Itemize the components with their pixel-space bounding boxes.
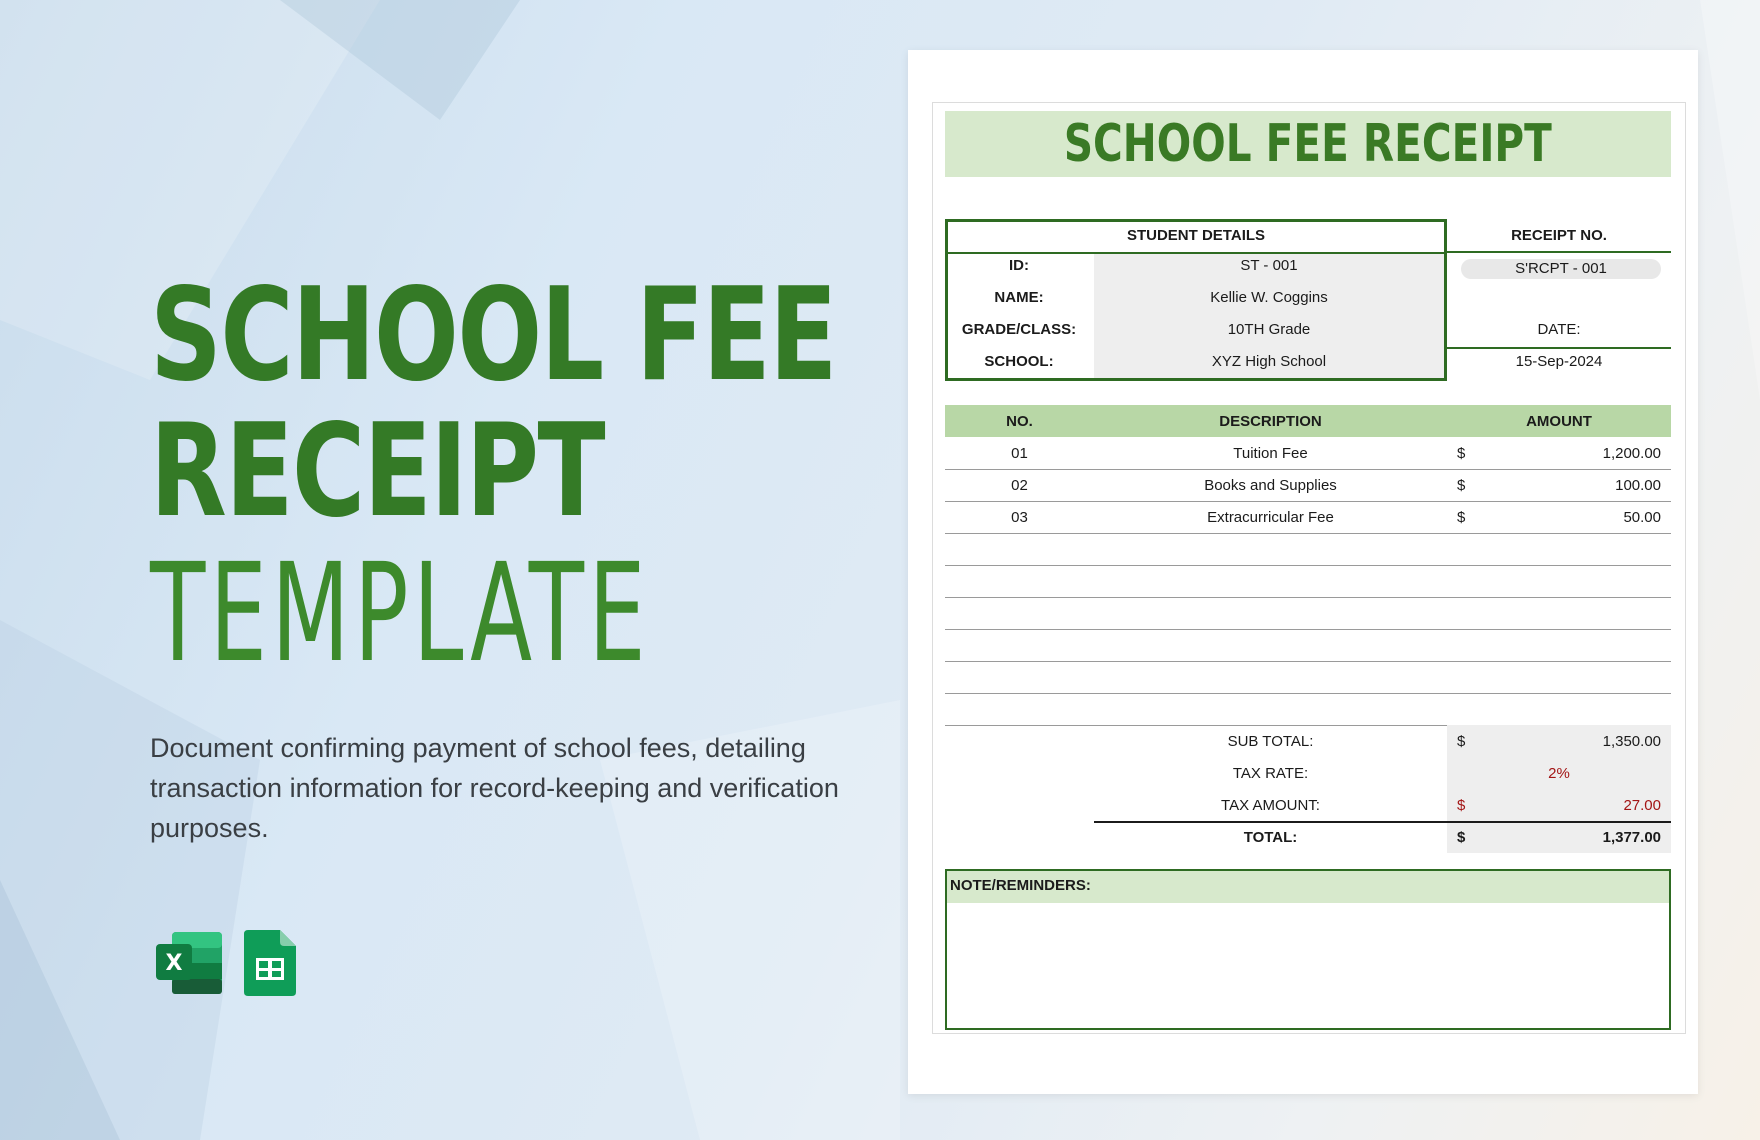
field-label-grade: GRADE/CLASS:: [961, 321, 1077, 338]
field-label-school: SCHOOL:: [984, 353, 1054, 370]
item-no: 01: [1011, 445, 1028, 462]
excel-icon: [154, 930, 224, 996]
student-details-heading: STUDENT DETAILS: [1126, 227, 1266, 244]
item-description: Books and Supplies: [1204, 477, 1337, 494]
col-amount: AMOUNT: [1526, 413, 1592, 430]
notes-label: NOTE/REMINDERS:: [950, 877, 1091, 894]
subtotal-label: SUB TOTAL:: [1227, 733, 1314, 750]
field-label-id: ID:: [1009, 257, 1029, 274]
subtotal-value: 1,350.00: [1602, 733, 1661, 750]
date-underline: [1447, 347, 1671, 349]
total-currency: $: [1457, 829, 1466, 846]
total-label: TOTAL:: [1243, 829, 1298, 846]
item-currency: $: [1457, 477, 1466, 494]
svg-text:X: X: [165, 951, 183, 976]
tax-amount-label: TAX AMOUNT:: [1221, 797, 1320, 814]
tax-amount-value: 27.00: [1623, 797, 1661, 814]
item-currency: $: [1457, 445, 1466, 462]
field-value-id: ST - 001: [1240, 257, 1298, 274]
total-separator: [1094, 821, 1671, 823]
date-value: 15-Sep-2024: [1515, 353, 1603, 370]
hero-title-line3: TEMPLATE: [150, 535, 651, 693]
col-description: DESCRIPTION: [1219, 413, 1322, 430]
item-currency: $: [1457, 509, 1466, 526]
receipt-no-value: S'RCPT - 001: [1515, 260, 1607, 277]
tax-rate-label: TAX RATE:: [1232, 765, 1309, 782]
receipt-no-underline: [1447, 251, 1671, 253]
col-no: NO.: [1006, 413, 1033, 430]
app-icons: [154, 930, 296, 996]
hero-description: Document confirming payment of school fees, detailing transaction information for record-keeping and verification purposes.: [150, 733, 839, 843]
item-no: 02: [1011, 477, 1028, 494]
total-value: 1,377.00: [1602, 829, 1661, 846]
google-sheets-icon: [244, 930, 296, 996]
item-amount: 1,200.00: [1602, 445, 1661, 462]
receipt-sheet: [932, 102, 1686, 1034]
field-value-grade: 10TH Grade: [1227, 321, 1311, 338]
receipt-title: SCHOOL FEE RECEIPT: [1064, 114, 1552, 174]
item-description: Tuition Fee: [1233, 445, 1308, 462]
hero-title-line1: SCHOOL FEE: [150, 261, 836, 410]
item-no: 03: [1011, 509, 1028, 526]
field-value-school: XYZ High School: [1211, 353, 1327, 370]
field-value-name: Kellie W. Coggins: [1210, 289, 1328, 306]
field-label-name: NAME:: [994, 289, 1044, 306]
notes-box[interactable]: [945, 869, 1671, 1030]
item-amount: 100.00: [1615, 477, 1661, 494]
subtotal-currency: $: [1457, 733, 1466, 750]
receipt-paper: [908, 50, 1698, 1094]
item-amount: 50.00: [1623, 509, 1661, 526]
hero: [150, 261, 890, 848]
date-label: DATE:: [1537, 321, 1581, 338]
receipt-no-heading: RECEIPT NO.: [1511, 227, 1607, 244]
receipt-title-banner: [945, 111, 1671, 177]
item-description: Extracurricular Fee: [1207, 509, 1334, 526]
tax-amount-currency: $: [1457, 797, 1466, 814]
tax-rate-value: 2%: [1548, 765, 1570, 782]
hero-title-line2: RECEIPT: [150, 397, 605, 546]
